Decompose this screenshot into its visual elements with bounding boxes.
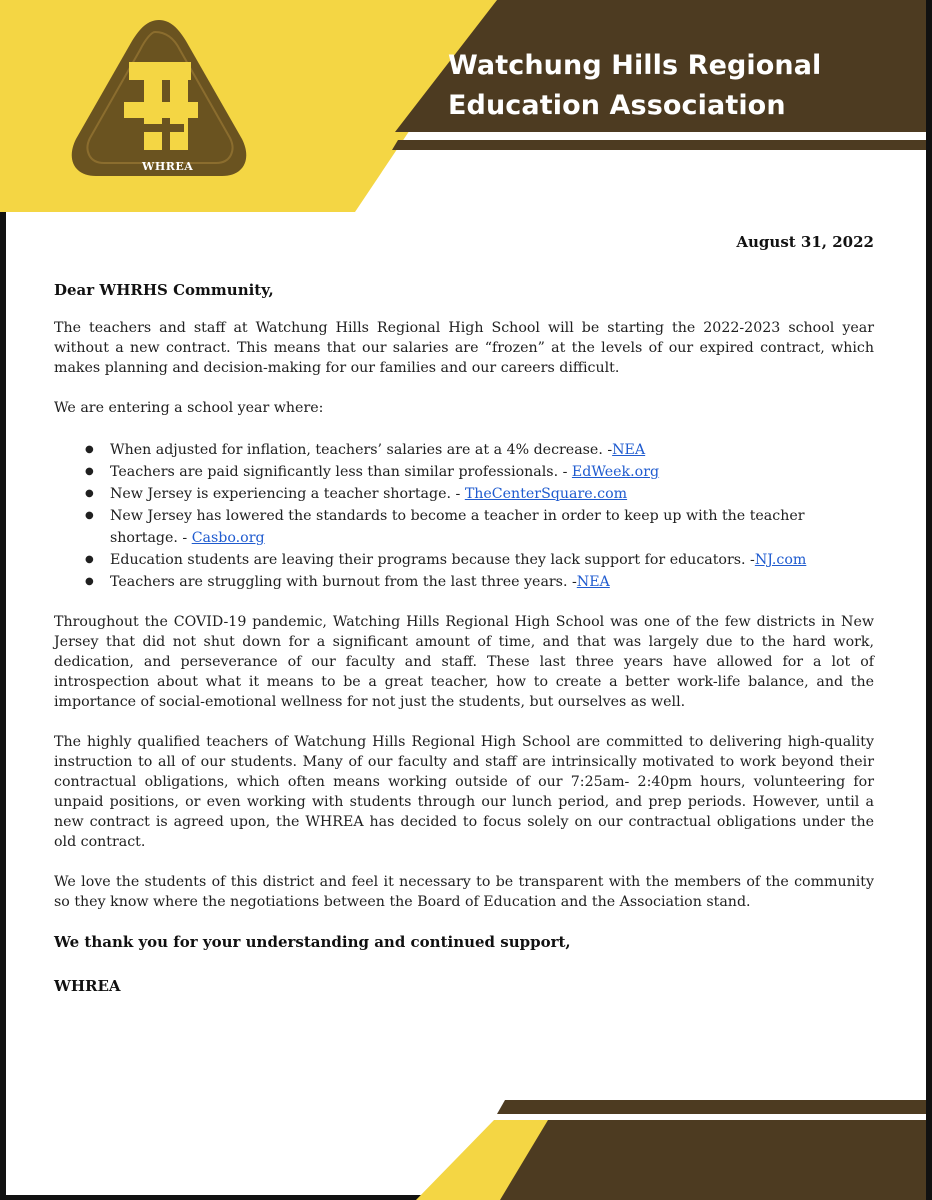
bullet-dot-icon: ● xyxy=(85,466,94,477)
source-link-casbo[interactable]: Casbo.org xyxy=(191,530,265,546)
salutation: Dear WHRHS Community, xyxy=(54,281,274,299)
association-title xyxy=(448,46,878,126)
bullet-item xyxy=(54,505,874,549)
footer-banner xyxy=(0,1086,932,1200)
logo-detail-band xyxy=(132,124,184,132)
letter-content xyxy=(54,232,874,996)
bullet-item xyxy=(54,439,874,461)
bullet-list xyxy=(54,439,874,593)
paragraph-transparency: We love the students of this district and feel it necessary to be transparent with the members of the community so they know where the negotiations between the Board of Education and the Association stand. xyxy=(54,874,874,910)
footer-brown-shape xyxy=(500,1120,926,1200)
bullet-text: Teachers are paid significantly less than similar professionals. - xyxy=(110,464,572,480)
letter-date: August 31, 2022 xyxy=(736,233,874,251)
source-link-edweek[interactable]: EdWeek.org xyxy=(571,464,660,480)
header-brown-stripe xyxy=(392,140,926,150)
bullet-item xyxy=(54,461,874,483)
paragraph-commitment: The highly qualified teachers of Watchung Hills Regional High School are committed to delivering high-quality instruction to all of our students. Many of our faculty and staff are intrinsically motivated to work beyond their contractual obligations, which often means working outside of our 7:25am- 2:40pm hours, volunteering for unpaid positions, or even working with students through our lunch period, and prep periods. However, until a new contract is agreed upon, the WHREA has decided to focus solely on our contractual obligations under the old contract. xyxy=(54,734,874,850)
bullet-text: New Jersey has lowered the standards to become a teacher in order to keep up with the teacher shortage. - xyxy=(110,508,805,546)
bullet-item xyxy=(54,549,874,571)
bullet-dot-icon: ● xyxy=(85,554,94,565)
footer-brown-stripe xyxy=(497,1100,926,1114)
association-title-line-2: Education Association xyxy=(448,90,786,121)
signature: WHREA xyxy=(54,977,121,995)
bullet-text: Teachers are struggling with burnout from the last three years. - xyxy=(110,574,577,590)
bullet-dot-icon: ● xyxy=(85,576,94,587)
association-title-line-1: Watchung Hills Regional xyxy=(448,50,822,81)
bullet-dot-icon: ● xyxy=(85,444,94,455)
bullet-item xyxy=(54,571,874,593)
logo-middle-bar xyxy=(124,102,198,118)
bullet-text: Education students are leaving their programs because they lack support for educators. - xyxy=(110,552,755,568)
bullet-text: When adjusted for inflation, teachers’ salaries are at a 4% decrease. - xyxy=(110,442,613,458)
source-link-centersquare[interactable]: TheCenterSquare.com xyxy=(464,486,628,502)
paragraph-intro: We are entering a school year where: xyxy=(54,400,324,416)
source-link-njcom[interactable]: NJ.com xyxy=(754,552,807,568)
bullet-dot-icon: ● xyxy=(85,510,94,521)
logo-text: WHREA xyxy=(142,160,194,173)
whrea-logo xyxy=(66,14,252,184)
paragraph-pandemic: Throughout the COVID-19 pandemic, Watching Hills Regional High School was one of the few districts in New Jersey that did not shut down for a significant amount of time, and that was largely due to the hard work, dedication, and perseverance of our faculty and staff. These last three years have allowed for a lot of introspection about what it means to be a great teacher, how to create a better work-life balance, and the importance of social-emotional wellness for not just the students, but ourselves as well. xyxy=(54,614,874,710)
source-link-nea[interactable]: NEA xyxy=(612,442,646,458)
bullet-item xyxy=(54,483,874,505)
bullet-text: New Jersey is experiencing a teacher shortage. - xyxy=(110,486,465,502)
bullet-dot-icon: ● xyxy=(85,488,94,499)
source-link-nea-2[interactable]: NEA xyxy=(576,574,610,590)
paragraph-contract: The teachers and staff at Watchung Hills Regional High School will be starting the 2022-2023 school year without a new contract. This means that our salaries are “frozen” at the levels of our expired contract, which makes planning and decision-making for our families and our careers difficult. xyxy=(54,320,874,376)
closing-line: We thank you for your understanding and continued support, xyxy=(54,933,571,951)
